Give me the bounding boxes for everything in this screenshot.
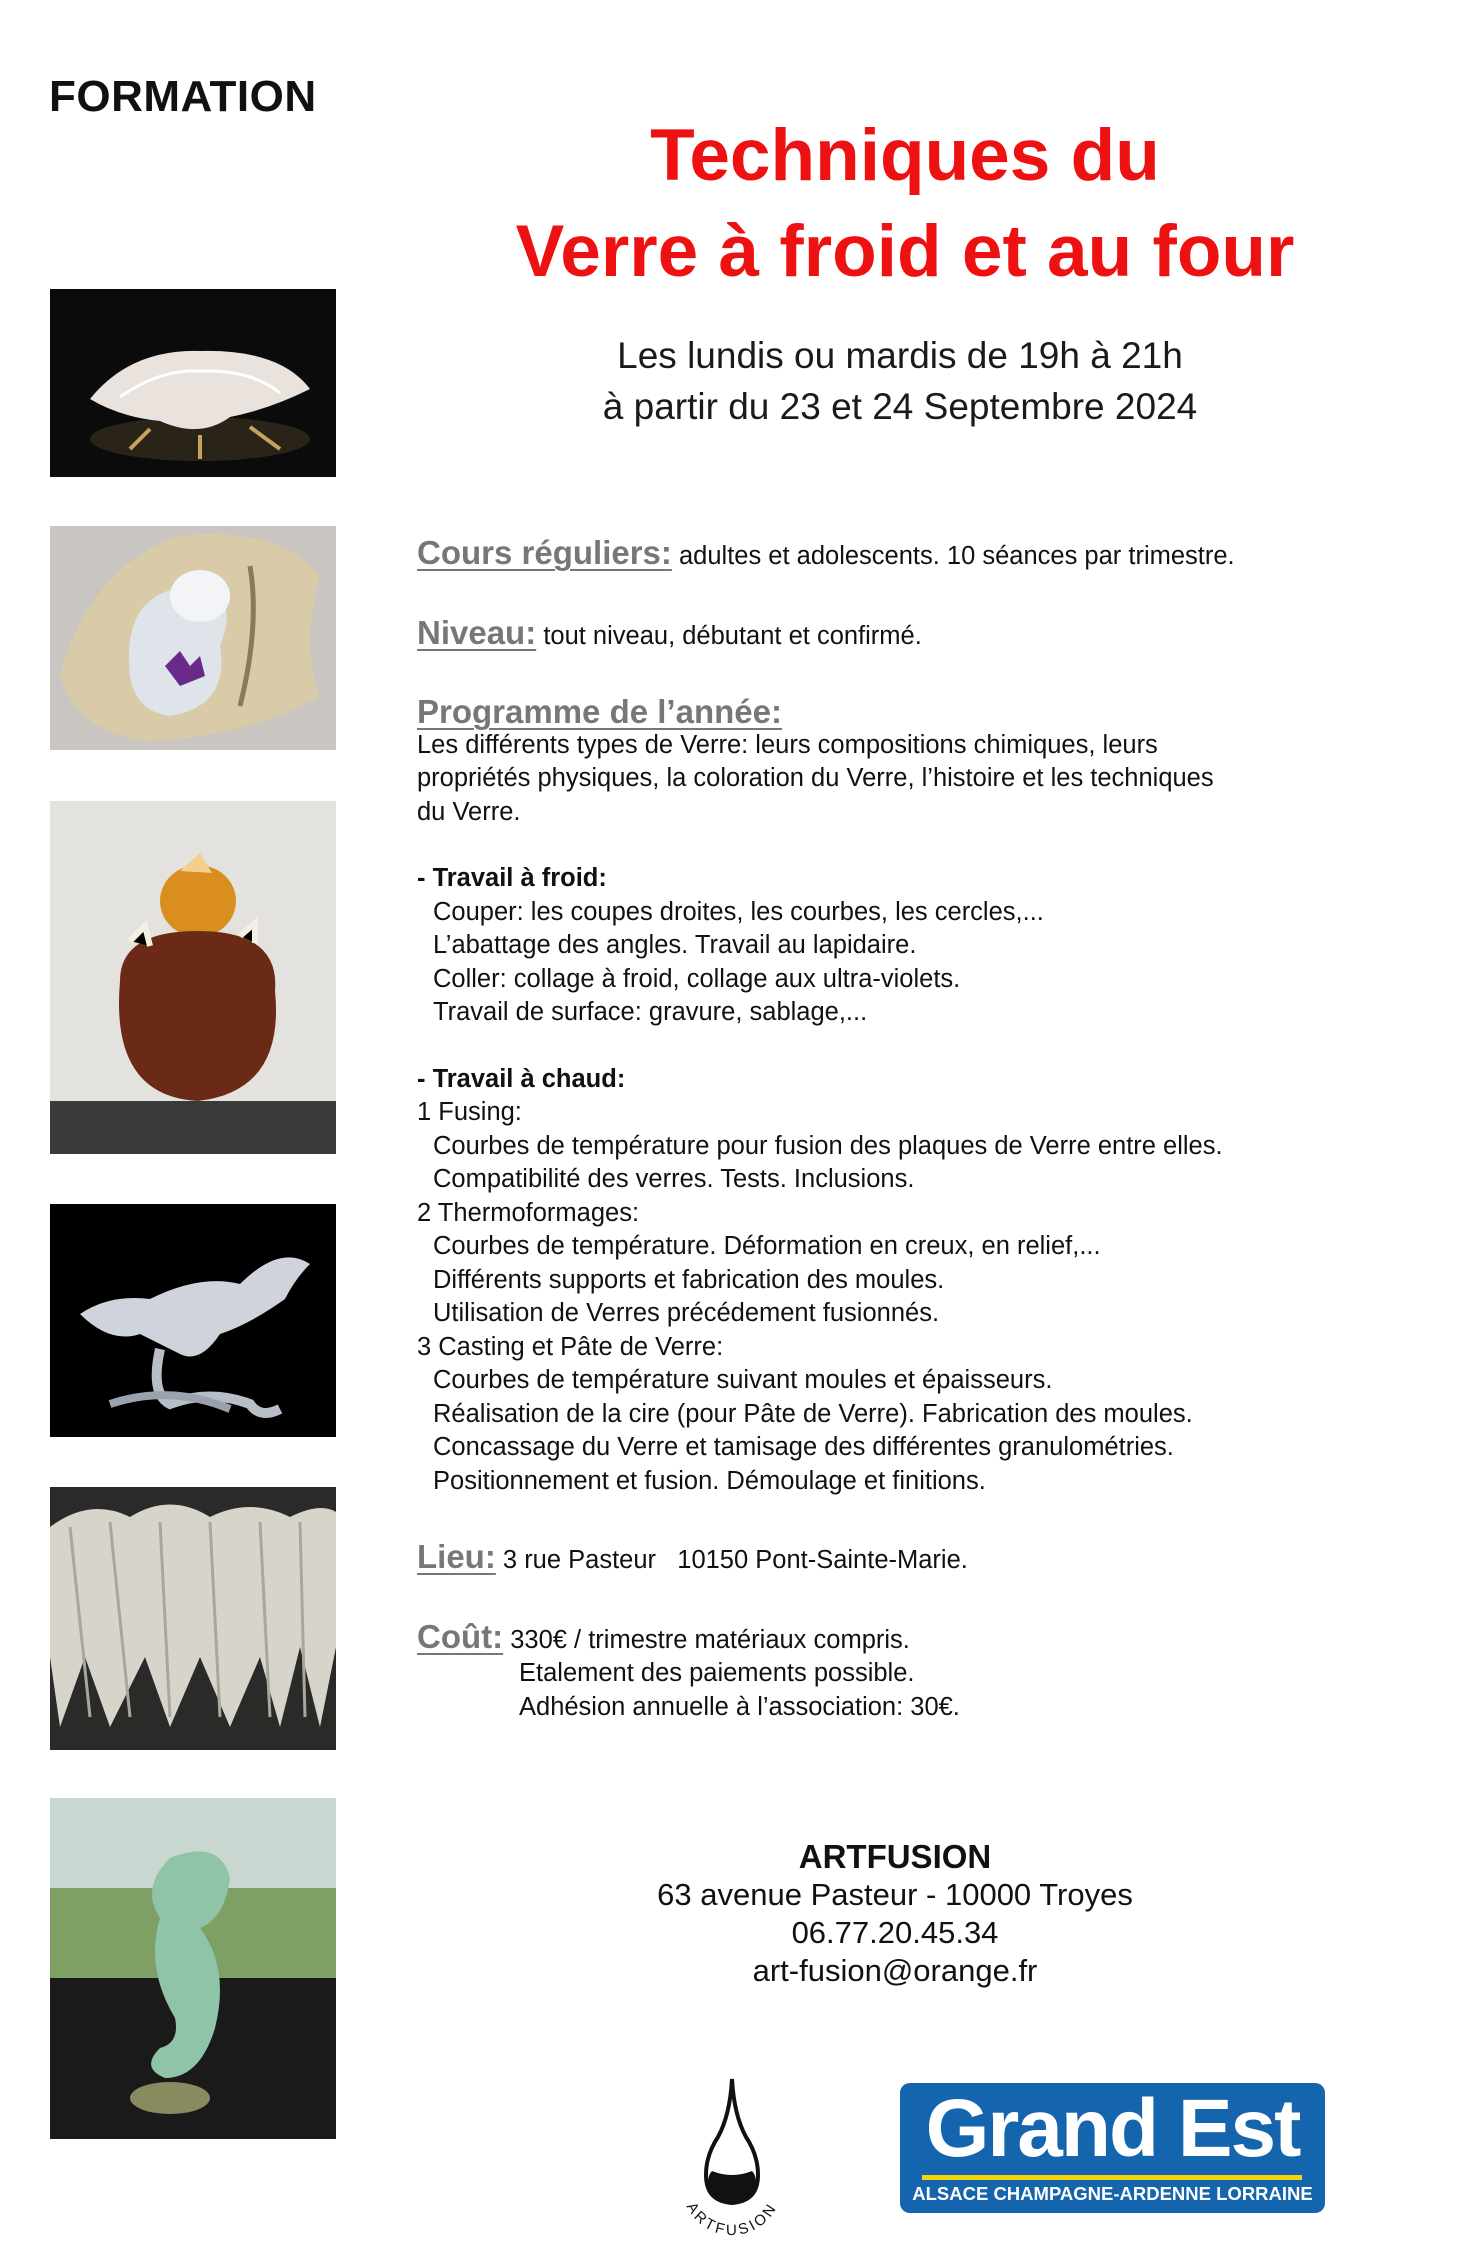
section-head-niveau: Niveau: [417, 613, 537, 651]
grandest-logo-main: Grand Est [925, 2083, 1300, 2174]
artfusion-logo [672, 2075, 792, 2240]
contact-phone: 06.77.20.45.34 [791, 1915, 999, 1950]
cout-line-2: Etalement des paiements possible. [519, 1659, 915, 1687]
travail-froid-line: Coller: collage à froid, collage aux ultra-violets. [433, 964, 961, 993]
cout-line-3: Adhésion annuelle à l’association: 30€. [519, 1692, 960, 1721]
contact-org: ARTFUSION [798, 1838, 992, 1875]
section-cours [417, 536, 1317, 574]
section-cout [417, 1617, 1317, 1725]
chaud-item-line: Positionnement et fusion. Démoulage et finitions. [433, 1466, 986, 1495]
chaud-item-line: Compatibilité des verres. Tests. Inclusions. [433, 1165, 915, 1193]
title-line-2: Verre à froid et au four [515, 211, 1295, 292]
chaud-item-line: Courbes de température pour fusion des plaques de Verre entre elles. [433, 1131, 1223, 1160]
chaud-item-line: Utilisation de Verres précédement fusionnés. [433, 1299, 940, 1327]
grandest-accent-bar [922, 2175, 1302, 2180]
photo-glass-bowl [50, 289, 336, 477]
chaud-item-line: Concassage du Verre et tamisage des différentes granulométries. [433, 1433, 1174, 1461]
artfusion-logo-text: ARTFUSION [682, 2199, 782, 2240]
chaud-item-line: Différents supports et fabrication des moules. [433, 1265, 945, 1294]
programme-intro-line: du Verre. [417, 797, 521, 826]
programme-intro-line: Les différents types de Verre: leurs compositions chimiques, leurs [417, 730, 1158, 759]
contact-address: 63 avenue Pasteur - 10000 Troyes [657, 1877, 1133, 1912]
contact-block [600, 1838, 1190, 1990]
section-head-programme: Programme de l’année: [417, 693, 782, 730]
formation-label: FORMATION [49, 72, 317, 121]
chaud-item-line: Courbes de température suivant moules et épaisseurs. [433, 1366, 1053, 1394]
section-text-niveau: tout niveau, débutant et confirmé. [543, 621, 922, 650]
page-title [430, 108, 1380, 300]
photo-glass-horse [50, 1204, 336, 1437]
section-niveau [417, 613, 1317, 654]
chaud-item-line: Courbes de température. Déformation en creux, en relief,... [433, 1232, 1101, 1260]
travail-chaud-head: - Travail à chaud: [417, 1064, 626, 1093]
section-head-cours: Cours réguliers: [417, 534, 672, 571]
schedule-line-1: Les lundis ou mardis de 19h à 21h [617, 335, 1183, 376]
photo-glass-geode [50, 526, 336, 750]
chaud-item-title: 1 Fusing: [417, 1098, 522, 1126]
chaud-item-line: Réalisation de la cire (pour Pâte de Verre). Fabrication des moules. [433, 1399, 1193, 1428]
section-head-cout: Coût: [417, 1617, 504, 1655]
title-line-1: Techniques du [650, 115, 1160, 196]
section-programme [417, 695, 1317, 1498]
contact-email[interactable]: art-fusion@orange.fr [752, 1953, 1038, 1988]
chaud-item-title: 2 Thermoformages: [417, 1198, 640, 1227]
travail-froid-line: Travail de surface: gravure, sablage,... [433, 998, 868, 1026]
section-lieu [417, 1540, 1317, 1578]
grandest-logo [900, 2083, 1325, 2213]
travail-froid-head: - Travail à froid: [417, 864, 607, 892]
chaud-item-title: 3 Casting et Pâte de Verre: [417, 1332, 724, 1361]
travail-froid-line: Couper: les coupes droites, les courbes, les cercles,... [433, 897, 1044, 926]
schedule-line-2: à partir du 23 et 24 Septembre 2024 [602, 386, 1198, 427]
cout-line-1: 330€ / trimestre matériaux compris. [510, 1625, 910, 1654]
content [417, 536, 1317, 1724]
photo-seahorse [50, 1798, 336, 2139]
programme-intro-line: propriétés physiques, la coloration du Verre, l’histoire et les techniques [417, 764, 1214, 792]
travail-froid-line: L’abattage des angles. Travail au lapidaire. [433, 931, 917, 959]
photo-glass-fans [50, 1487, 336, 1750]
section-head-lieu: Lieu: [417, 1538, 496, 1575]
svg-text:ARTFUSION [683, 2199, 781, 2239]
photo-amber-sculpture [50, 801, 336, 1154]
section-text-cours: adultes et adolescents. 10 séances par trimestre. [679, 542, 1235, 570]
grandest-logo-sub: ALSACE CHAMPAGNE-ARDENNE LORRAINE [912, 2183, 1313, 2204]
schedule [500, 330, 1300, 432]
section-text-lieu: 3 rue Pasteur 10150 Pont-Sainte-Marie. [502, 1546, 968, 1574]
